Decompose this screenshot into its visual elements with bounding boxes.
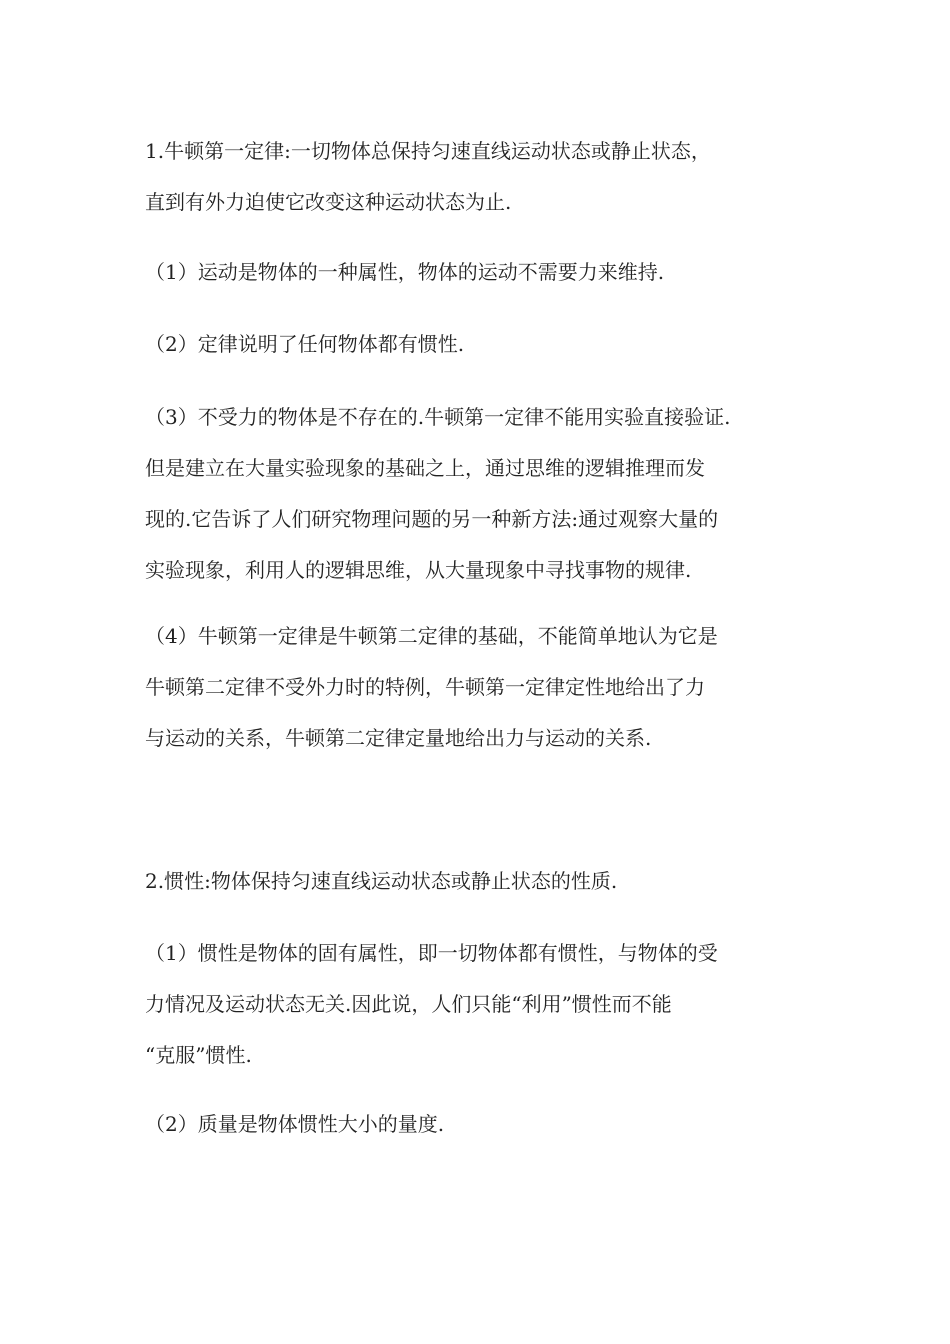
text-line: （2）定律说明了任何物体都有惯性. (145, 332, 465, 356)
section2-item-1 (145, 939, 835, 1069)
text-line: 力情况及运动状态无关.因此说，人们只能“利用”惯性而不能 (145, 992, 672, 1016)
text-line: （4）牛顿第一定律是牛顿第二定律的基础，不能简单地认为它是 (145, 624, 718, 648)
text-line: “克服”惯性. (145, 1043, 252, 1067)
text-line: 与运动的关系，牛顿第二定律定量地给出力与运动的关系. (145, 726, 652, 750)
text-line: 2.惯性:物体保持匀速直线运动状态或静止状态的性质. (145, 869, 618, 893)
section1-heading (145, 137, 835, 216)
text-line: 现的.它告诉了人们研究物理问题的另一种新方法:通过观察大量的 (145, 507, 719, 531)
text-line: 1.牛顿第一定律:一切物体总保持匀速直线运动状态或静止状态， (145, 139, 711, 163)
text-line: 直到有外力迫使它改变这种运动状态为止. (145, 190, 512, 214)
section2-item-2 (145, 1110, 835, 1138)
text-line: 但是建立在大量实验现象的基础之上，通过思维的逻辑推理而发 (145, 456, 705, 480)
text-line: 牛顿第二定律不受外力时的特例，牛顿第一定律定性地给出了力 (145, 675, 705, 699)
text-line: 实验现象，利用人的逻辑思维，从大量现象中寻找事物的规律. (145, 558, 692, 582)
text-line: （3）不受力的物体是不存在的.牛顿第一定律不能用实验直接验证. (145, 405, 731, 429)
section2-heading (145, 867, 835, 895)
text-line: （1）惯性是物体的固有属性，即一切物体都有惯性，与物体的受 (145, 941, 718, 965)
section1-item-1 (145, 258, 835, 286)
text-line: （1）运动是物体的一种属性，物体的运动不需要力来维持. (145, 260, 665, 284)
section1-item-4 (145, 622, 835, 752)
section1-item-3 (145, 403, 835, 584)
text-line: （2）质量是物体惯性大小的量度. (145, 1112, 445, 1136)
section1-item-2 (145, 330, 835, 358)
